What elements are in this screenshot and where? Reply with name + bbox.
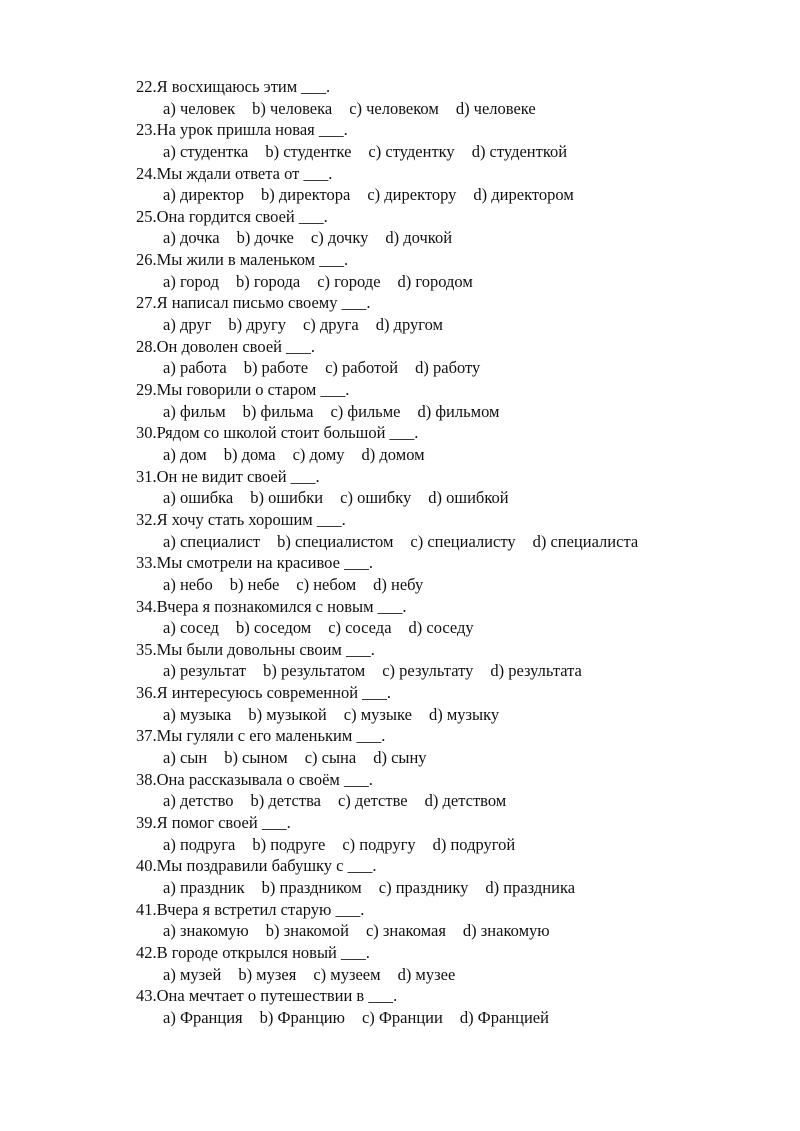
answer-option: a) музей <box>163 964 222 984</box>
question-line <box>136 985 776 1007</box>
answer-option: a) дочка <box>163 228 220 248</box>
question-line <box>136 466 776 488</box>
question-number: 25. <box>136 206 157 226</box>
answer-options <box>136 790 776 812</box>
question-item <box>136 76 776 119</box>
answer-options <box>136 357 776 379</box>
question-item <box>136 769 776 812</box>
question-text: Он доволен своей ___. <box>156 336 315 356</box>
question-text: На урок пришла новая ___. <box>156 120 348 140</box>
answer-option: b) директора <box>261 185 351 205</box>
question-text: Я хочу стать хорошим ___. <box>156 509 346 529</box>
answer-option: a) человек <box>163 98 236 118</box>
question-number: 41. <box>136 899 157 919</box>
question-line <box>136 379 776 401</box>
answer-option: c) друга <box>302 315 359 335</box>
question-text: Мы жили в маленьком ___. <box>156 250 349 270</box>
answer-options <box>136 660 776 682</box>
question-line <box>136 422 776 444</box>
question-text: Я написал письмо своему ___. <box>156 293 371 313</box>
question-number: 42. <box>136 942 157 962</box>
answer-option: a) небо <box>163 574 213 594</box>
question-number: 26. <box>136 250 157 270</box>
answer-option: a) результат <box>163 661 247 681</box>
answer-option: c) подругу <box>342 834 416 854</box>
question-line <box>136 206 776 228</box>
question-line <box>136 292 776 314</box>
question-item <box>136 985 776 1028</box>
answer-option: d) человеке <box>455 98 536 118</box>
question-line <box>136 509 776 531</box>
question-text: В городе открылся новый ___. <box>156 942 370 962</box>
answer-option: d) результата <box>490 661 582 681</box>
question-number: 29. <box>136 380 157 400</box>
answer-option: a) ошибка <box>163 488 234 508</box>
answer-options <box>136 574 776 596</box>
question-number: 43. <box>136 986 157 1006</box>
answer-option: a) сосед <box>163 618 219 638</box>
answer-option: b) Францию <box>259 1007 345 1027</box>
answer-option: d) специалиста <box>532 531 639 551</box>
question-number: 34. <box>136 596 157 616</box>
answer-option: a) Франция <box>163 1007 243 1027</box>
answer-option: d) другом <box>375 315 443 335</box>
answer-option: c) человеком <box>349 98 439 118</box>
answer-option: d) музее <box>397 964 456 984</box>
answer-option: d) работу <box>415 358 481 378</box>
question-line <box>136 899 776 921</box>
question-item <box>136 119 776 162</box>
question-list <box>136 76 776 1029</box>
question-text: Рядом со школой стоит большой ___. <box>156 423 419 443</box>
question-item <box>136 206 776 249</box>
question-line <box>136 76 776 98</box>
question-number: 23. <box>136 120 157 140</box>
answer-options <box>136 531 776 553</box>
answer-option: d) музыку <box>428 704 500 724</box>
question-text: Я помог своей ___. <box>156 813 291 833</box>
answer-option: c) дому <box>292 444 345 464</box>
question-line <box>136 552 776 574</box>
question-number: 39. <box>136 813 157 833</box>
question-line <box>136 855 776 877</box>
question-text: Мы ждали ответа от ___. <box>156 163 333 183</box>
answer-option: b) подруге <box>252 834 326 854</box>
answer-options <box>136 314 776 336</box>
answer-options <box>136 444 776 466</box>
answer-options <box>136 141 776 163</box>
question-number: 38. <box>136 769 157 789</box>
answer-option: d) небу <box>373 574 424 594</box>
question-text: Мы гуляли с его маленьким ___. <box>156 726 386 746</box>
answer-option: d) директором <box>473 185 574 205</box>
answer-options <box>136 877 776 899</box>
answer-option: d) праздника <box>485 877 576 897</box>
question-item <box>136 249 776 292</box>
answer-options <box>136 487 776 509</box>
answer-option: b) другу <box>228 315 286 335</box>
answer-options <box>136 401 776 423</box>
answer-option: b) работе <box>243 358 309 378</box>
answer-option: d) городом <box>397 271 473 291</box>
question-number: 36. <box>136 683 157 703</box>
question-line <box>136 596 776 618</box>
question-line <box>136 119 776 141</box>
answer-options <box>136 747 776 769</box>
question-item <box>136 509 776 552</box>
answer-option: a) директор <box>163 185 245 205</box>
answer-options <box>136 704 776 726</box>
question-text: Она мечтает о путешествии в ___. <box>156 986 398 1006</box>
answer-option: b) специалистом <box>277 531 394 551</box>
answer-option: a) дом <box>163 444 207 464</box>
question-line <box>136 942 776 964</box>
answer-option: d) детством <box>424 791 507 811</box>
answer-option: c) сына <box>304 748 357 768</box>
answer-option: b) дочке <box>236 228 294 248</box>
answer-option: d) подругой <box>432 834 516 854</box>
answer-option: c) городе <box>317 271 381 291</box>
answer-option: b) праздником <box>261 877 362 897</box>
answer-option: b) фильма <box>242 401 314 421</box>
question-text: Вчера я встретил старую ___. <box>156 899 365 919</box>
question-item <box>136 812 776 855</box>
question-line <box>136 163 776 185</box>
answer-options <box>136 920 776 942</box>
question-item <box>136 596 776 639</box>
answer-option: d) студенткой <box>471 141 568 161</box>
question-text: Мы были довольны своим ___. <box>156 639 375 659</box>
question-line <box>136 639 776 661</box>
question-number: 28. <box>136 336 157 356</box>
question-text: Мы поздравили бабушку с ___. <box>156 856 377 876</box>
question-line <box>136 769 776 791</box>
answer-options <box>136 617 776 639</box>
question-number: 33. <box>136 553 157 573</box>
answer-option: d) сыну <box>373 748 427 768</box>
answer-options <box>136 227 776 249</box>
question-number: 35. <box>136 639 157 659</box>
answer-options <box>136 1007 776 1029</box>
question-item <box>136 639 776 682</box>
question-text: Вчера я познакомился с новым ___. <box>156 596 407 616</box>
answer-option: b) знакомой <box>265 921 349 941</box>
answer-option: c) музыке <box>343 704 412 724</box>
answer-option: b) города <box>235 271 301 291</box>
answer-option: a) детство <box>163 791 234 811</box>
answer-option: b) музыкой <box>248 704 327 724</box>
answer-option: b) сыном <box>224 748 288 768</box>
question-line <box>136 682 776 704</box>
answer-option: a) специалист <box>163 531 261 551</box>
question-item <box>136 336 776 379</box>
question-number: 24. <box>136 163 157 183</box>
answer-option: d) знакомую <box>462 921 550 941</box>
answer-option: c) результату <box>382 661 474 681</box>
question-line <box>136 336 776 358</box>
answer-option: d) ошибкой <box>428 488 509 508</box>
question-item <box>136 466 776 509</box>
answer-option: a) фильм <box>163 401 226 421</box>
answer-option: b) дома <box>223 444 276 464</box>
answer-option: c) работой <box>325 358 399 378</box>
question-text: Она рассказывала о своём ___. <box>156 769 373 789</box>
answer-option: a) музыка <box>163 704 232 724</box>
answer-option: c) соседа <box>328 618 392 638</box>
answer-option: c) небом <box>296 574 357 594</box>
question-number: 27. <box>136 293 157 313</box>
question-item <box>136 379 776 422</box>
answer-option: a) друг <box>163 315 212 335</box>
question-text: Он не видит своей ___. <box>156 466 320 486</box>
question-number: 31. <box>136 466 157 486</box>
question-text: Я восхищаюсь этим ___. <box>156 77 331 96</box>
answer-option: c) детстве <box>337 791 408 811</box>
answer-option: a) город <box>163 271 219 291</box>
question-number: 37. <box>136 726 157 746</box>
answer-option: a) знакомую <box>163 921 249 941</box>
question-item <box>136 422 776 465</box>
answer-option: b) соседом <box>235 618 312 638</box>
question-item <box>136 725 776 768</box>
answer-options <box>136 98 776 120</box>
answer-option: b) человека <box>252 98 333 118</box>
answer-option: c) Франции <box>361 1007 443 1027</box>
question-text: Мы смотрели на красивое ___. <box>156 553 373 573</box>
answer-option: a) работа <box>163 358 227 378</box>
question-line <box>136 725 776 747</box>
answer-option: d) домом <box>361 444 425 464</box>
question-item <box>136 292 776 335</box>
answer-option: c) знакомая <box>365 921 446 941</box>
answer-options <box>136 964 776 986</box>
answer-option: b) музея <box>238 964 297 984</box>
answer-option: a) праздник <box>163 877 245 897</box>
question-line <box>136 249 776 271</box>
question-item <box>136 942 776 985</box>
answer-option: d) соседу <box>408 618 474 638</box>
answer-options <box>136 834 776 856</box>
question-item <box>136 899 776 942</box>
question-item <box>136 163 776 206</box>
answer-option: d) фильмом <box>417 401 500 421</box>
answer-option: a) студентка <box>163 141 249 161</box>
question-text: Мы говорили о старом ___. <box>156 380 350 400</box>
answer-option: c) специалисту <box>410 531 516 551</box>
question-line <box>136 812 776 834</box>
question-item <box>136 682 776 725</box>
question-number: 40. <box>136 856 157 876</box>
answer-option: d) дочкой <box>385 228 453 248</box>
answer-option: c) студентку <box>368 141 455 161</box>
answer-option: a) сын <box>163 748 208 768</box>
question-number: 22. <box>136 77 157 96</box>
question-text: Я интересуюсь современной ___. <box>156 683 392 703</box>
answer-option: b) небе <box>229 574 280 594</box>
question-text: Она гордится своей ___. <box>156 206 328 226</box>
answer-options <box>136 271 776 293</box>
question-number: 32. <box>136 509 157 529</box>
answer-option: c) дочку <box>310 228 369 248</box>
question-item <box>136 855 776 898</box>
answer-option: c) музеем <box>313 964 381 984</box>
answer-options <box>136 184 776 206</box>
question-number: 30. <box>136 423 157 443</box>
answer-option: b) ошибки <box>250 488 324 508</box>
answer-option: c) ошибку <box>340 488 412 508</box>
answer-option: d) Францией <box>459 1007 549 1027</box>
answer-option: c) директору <box>367 185 457 205</box>
answer-option: b) результатом <box>263 661 366 681</box>
answer-option: a) подруга <box>163 834 236 854</box>
answer-option: b) детства <box>250 791 321 811</box>
answer-option: c) празднику <box>378 877 469 897</box>
question-item <box>136 552 776 595</box>
answer-option: b) студентке <box>265 141 352 161</box>
answer-option: c) фильме <box>330 401 401 421</box>
